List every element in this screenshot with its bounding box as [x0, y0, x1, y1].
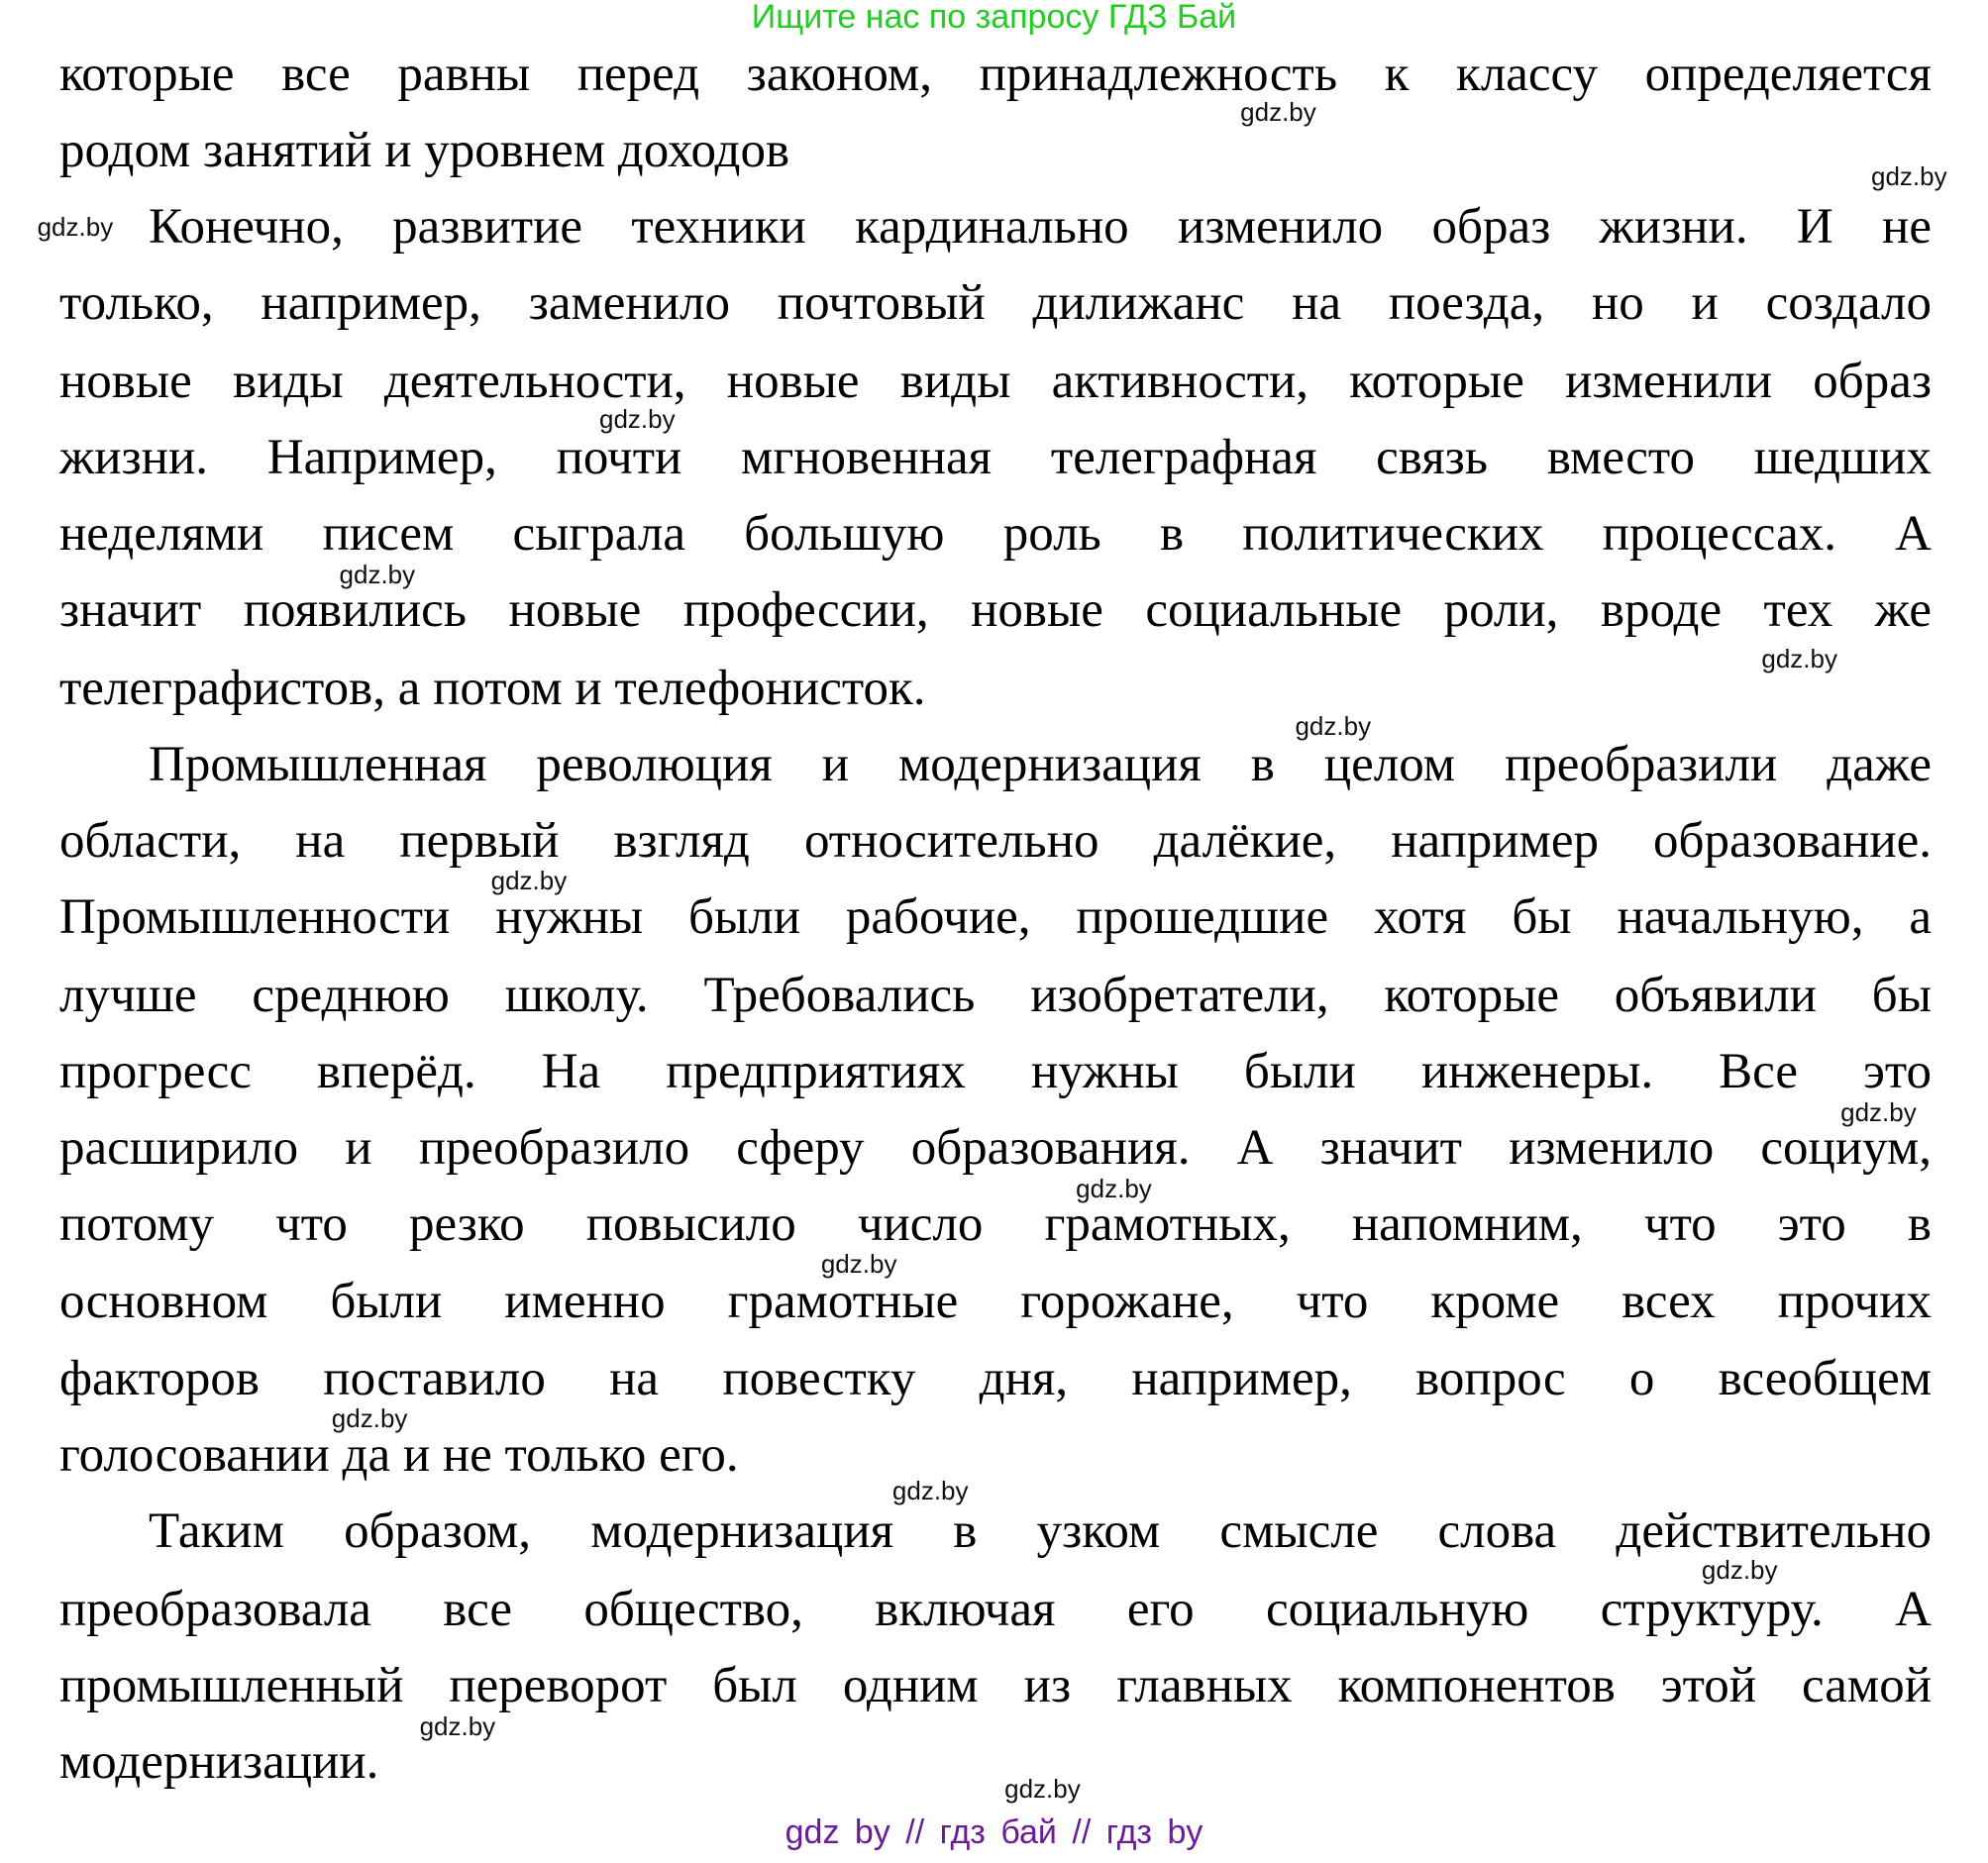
- watermark-label: gdz.by: [1295, 711, 1372, 742]
- watermark-label: gdz.by: [339, 560, 416, 590]
- text-line: неделями писем сыграла большую роль в политических процессах. А: [59, 506, 1932, 563]
- text-line: преобразовала все общество, включая его социальную структуру. А: [59, 1581, 1932, 1637]
- text-line: телеграфистов, а потом и телефонисток.: [59, 660, 926, 716]
- watermark-label: gdz.by: [1840, 1097, 1917, 1128]
- text-line: факторов поставило на повестку дня, например, вопрос о всеобщем: [59, 1351, 1932, 1407]
- text-line: расширило и преобразило сферу образования. А значит изменило социум,: [59, 1120, 1932, 1177]
- watermark-label: gdz.by: [820, 1249, 897, 1280]
- watermark-label: gdz.by: [1871, 160, 1947, 191]
- watermark-label: gdz.by: [891, 1476, 969, 1506]
- footer-watermark: gdz by // гдз бай // гдз by: [785, 1813, 1203, 1851]
- watermark-label: gdz.by: [598, 404, 676, 435]
- watermark-label: gdz.by: [1004, 1774, 1081, 1805]
- text-line: Конечно, развитие техники кардинально изменило образ жизни. И не: [149, 199, 1932, 255]
- text-line: новые виды деятельности, новые виды активности, которые изменили образ: [59, 353, 1932, 409]
- text-line: только, например, заменило почтовый дилижанс на поезда, но и создало: [59, 275, 1932, 332]
- watermark-label: gdz.by: [37, 212, 114, 242]
- text-line: Таким образом, модернизация в узком смысле слова действительно: [149, 1503, 1932, 1560]
- text-line: промышленный переворот был одним из главных компонентов этой самой: [59, 1658, 1932, 1714]
- watermark-label: gdz.by: [1076, 1174, 1152, 1204]
- text-line: прогресс вперёд. На предприятиях нужны были инженеры. Все это: [59, 1044, 1932, 1100]
- text-line: лучше среднюю школу. Требовались изобретатели, которые объявили бы: [59, 967, 1932, 1023]
- text-line: голосовании да и не только его.: [59, 1427, 739, 1484]
- watermark-label: gdz.by: [490, 866, 568, 896]
- text-line: Промышленная революция и модернизация в целом преобразили даже: [149, 736, 1932, 792]
- watermark-label: gdz.by: [1761, 644, 1837, 674]
- watermark-label: gdz.by: [1240, 97, 1316, 128]
- text-line: родом занятий и уровнем доходов: [59, 122, 790, 178]
- text-line: значит появились новые профессии, новые социальные роли, вроде тех же: [59, 582, 1932, 639]
- text-line: основном были именно грамотные горожане, что кроме всех прочих: [59, 1273, 1932, 1329]
- text-line: которые все равны перед законом, принадлежность к классу определяется: [59, 46, 1932, 102]
- text-line: модернизации.: [59, 1734, 379, 1791]
- watermark-label: gdz.by: [1701, 1555, 1778, 1586]
- search-hint-banner: Ищите нас по запросу ГДЗ Бай: [751, 0, 1237, 36]
- text-line: потому что резко повысило число грамотных, напомним, что это в: [59, 1196, 1932, 1253]
- watermark-label: gdz.by: [419, 1711, 496, 1742]
- text-line: жизни. Например, почти мгновенная телеграфная связь вместо шедших: [59, 429, 1932, 485]
- text-line: Промышленности нужны были рабочие, прошедшие хотя бы начальную, а: [59, 889, 1932, 946]
- watermark-label: gdz.by: [331, 1402, 408, 1433]
- text-line: области, на первый взгляд относительно далёкие, например образование.: [59, 813, 1932, 870]
